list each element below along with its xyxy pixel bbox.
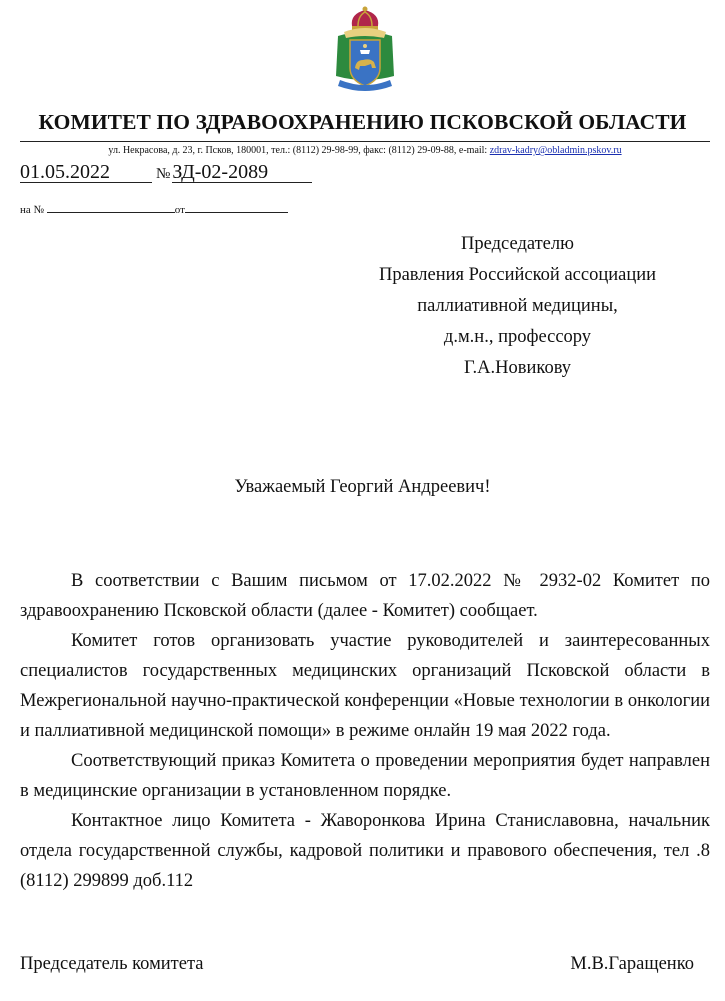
- contact-address: ул. Некрасова, д. 23, г. Псков, 180001, тел.: (8112) 29-98-99, факс: (8112) 29-09-88, e-mail:: [108, 145, 490, 156]
- body-paragraph: Комитет готов организовать участие руководителей и заинтересованных специалистов государственных медицинских организаций Псковской области в Межрегиональной научно-практической конференции «Новые технологии в онкологии и паллиативной медицинской помощи» в режиме онлайн 19 мая 2022 года.: [20, 631, 710, 741]
- reference-line: [20, 202, 288, 216]
- ref-date-blank: [185, 202, 288, 213]
- email-link[interactable]: zdrav-kadry@obladmin.pskov.ru: [489, 145, 622, 156]
- signature-block: [20, 954, 694, 975]
- ref-from: от: [174, 204, 185, 216]
- coat-of-arms-logo: [330, 6, 400, 96]
- body-paragraph: В соответствии с Вашим письмом от 17.02.2022 № 2932-02 Комитет по здравоохранению Псковской области (далее - Комитет) сообщает.: [20, 571, 710, 621]
- number-sign: №: [156, 166, 171, 182]
- addressee-block: [320, 229, 715, 384]
- signer-position: Председатель комитета: [20, 954, 204, 974]
- letter-number: ЗД-02-2089: [172, 162, 312, 183]
- body-paragraph: Соответствующий приказ Комитета о проведении мероприятия будет направлен в медицинские организации в установленном порядке.: [20, 751, 710, 801]
- organization-title: КОМИТЕТ ПО ЗДРАВООХРАНЕНИЮ ПСКОВСКОЙ ОБЛАСТИ: [38, 110, 687, 134]
- addressee-line: паллиативной медицины,: [417, 296, 618, 316]
- header-divider: [20, 141, 710, 142]
- addressee-line: Председателю: [461, 234, 574, 254]
- body-paragraph: Контактное лицо Комитета - Жаворонкова Ирина Станиславовна, начальник отдела государственной службы, кадровой политики и правового обеспечения, тел .8 (8112) 299899 доб.112: [20, 811, 710, 891]
- salutation: Уважаемый Георгий Андреевич!: [234, 477, 491, 497]
- contact-line: [20, 145, 710, 156]
- addressee-line: д.м.н., профессору: [443, 327, 592, 347]
- letter-body: [20, 566, 710, 896]
- registration-line: [20, 161, 312, 184]
- signer-name: М.В.Гаращенко: [570, 954, 694, 974]
- letter-date: 01.05.2022: [20, 162, 152, 183]
- addressee-line: Правления Российской ассоциации: [378, 265, 657, 285]
- addressee-line: Г.А.Новикову: [463, 358, 572, 378]
- ref-number-blank: [47, 202, 175, 213]
- ref-prefix: на №: [20, 204, 45, 216]
